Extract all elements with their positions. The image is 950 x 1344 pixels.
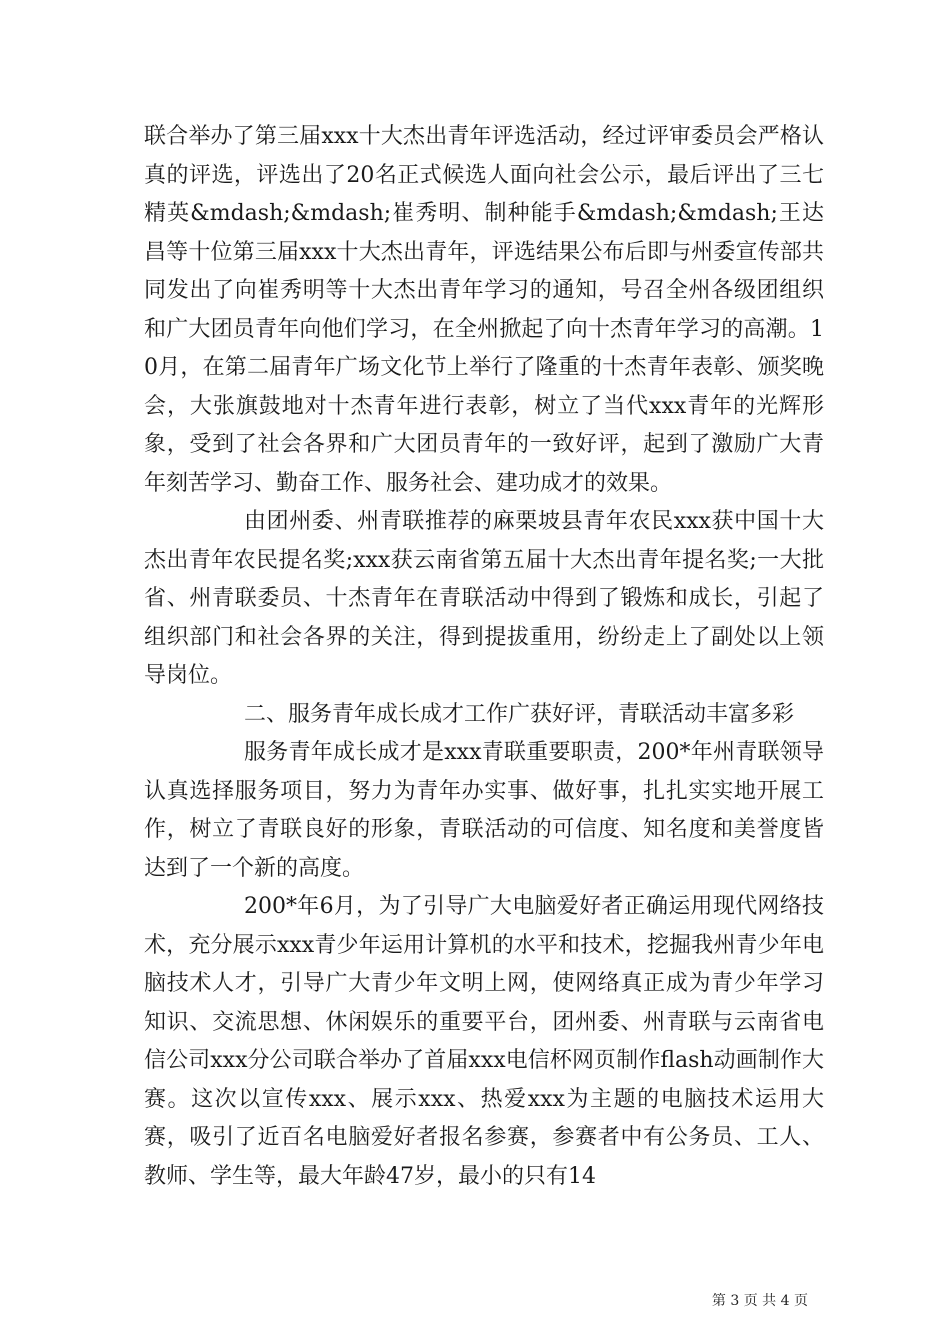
body-text	[144, 118, 824, 1196]
page-number: 第 3 页 共 4 页	[711, 1293, 808, 1309]
paragraph-3: 服务青年成长成才是xxx青联重要职责，200*年州青联领导认真选择服务项目，努力为青年办实事、做好事，扎扎实实地开展工作，树立了青联良好的形象，青联活动的可信度、知名度和美誉度皆达到了一个新的高度。	[144, 740, 824, 881]
section-heading: 二、服务青年成长成才工作广获好评，青联活动丰富多彩	[244, 701, 795, 727]
paragraph-2: 由团州委、州青联推荐的麻栗坡县青年农民xxx获中国十大杰出青年农民提名奖;xxx获云南省第五届十大杰出青年提名奖;一大批省、州青联委员、十杰青年在青联活动中得到了锻炼和成长，引起了组织部门和社会各界的关注，得到提拔重用，纷纷走上了副处以上领导岗位。	[144, 509, 824, 688]
paragraph-1: 联合举办了第三届xxx十大杰出青年评选活动，经过评审委员会严格认真的评选，评选出了20名正式候选人面向社会公示，最后评出了三七精英&mdash;&mdash;崔秀明、制种能手&mdash;&mdash;王达昌等十位第三届xxx十大杰出青年，评选结果公布后即与州委宣传部共同发出了向崔秀明等十大杰出青年学习的通知，号召全州各级团组织和广大团员青年向他们学习，在全州掀起了向十杰青年学习的高潮。10月，在第二届青年广场文化节上举行了隆重的十杰青年表彰、颁奖晚会，大张旗鼓地对十杰青年进行表彰，树立了当代xxx青年的光辉形象，受到了社会各界和广大团员青年的一致好评，起到了激励广大青年刻苦学习、勤奋工作、服务社会、建功成才的效果。	[144, 124, 824, 496]
paragraph-4: 200*年6月，为了引导广大电脑爱好者正确运用现代网络技术，充分展示xxx青少年运用计算机的水平和技术，挖掘我州青少年电脑技术人才，引导广大青少年文明上网，使网络真正成为青少年学习知识、交流思想、休闲娱乐的重要平台，团州委、州青联与云南省电信公司xxx分公司联合举办了首届xxx电信杯网页制作flash动画制作大赛。这次以宣传xxx、展示xxx、热爱xxx为主题的电脑技术运用大赛，吸引了近百名电脑爱好者报名参赛，参赛者中有公务员、工人、教师、学生等，最大年龄47岁，最小的只有14	[144, 894, 824, 1189]
